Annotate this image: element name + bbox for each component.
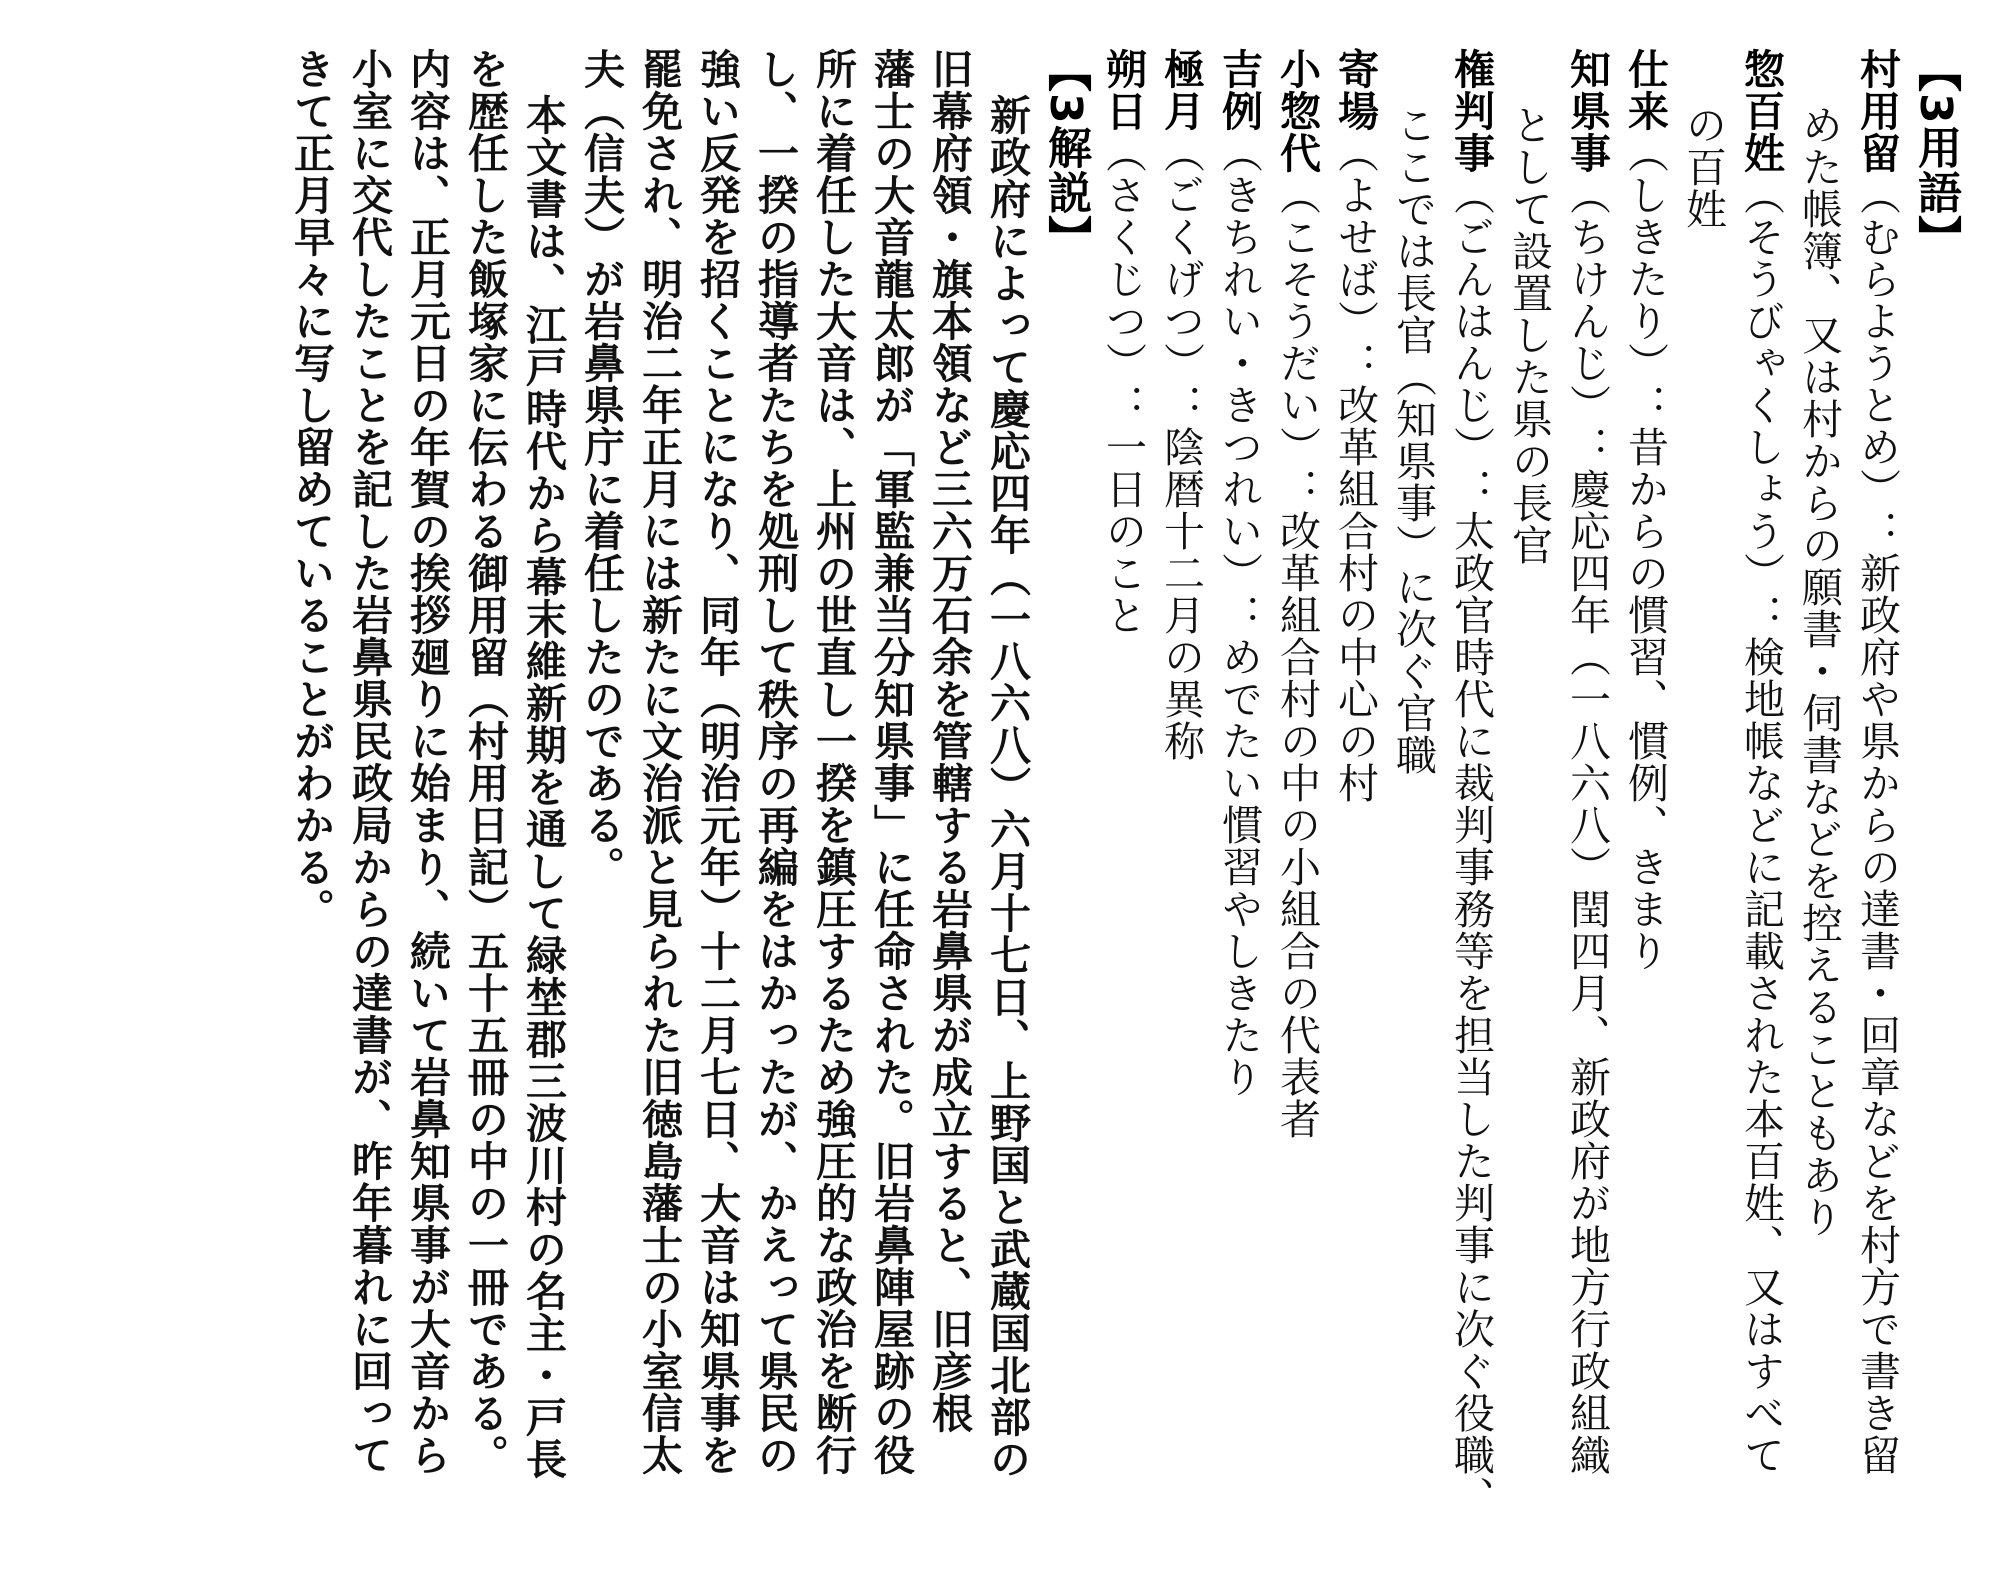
- term-word: 仕来: [1621, 48, 1669, 132]
- term-entry: [1442, 48, 1500, 1548]
- paragraph-line: きて正月早々に写し留めていることがわかる。: [287, 48, 335, 930]
- paragraph-line: 内容は、正月元日の年賀の挨拶廻りに始まり、続いて岩鼻知県事が大音から: [403, 48, 451, 1476]
- term-definition: （ごんはんじ）：太政官時代に裁判事務等を担当した判事に次ぐ役職、: [1447, 174, 1495, 1518]
- term-definition-continuation: ここでは長官（知県事）に次ぐ官職: [1389, 104, 1437, 776]
- term-entry: [1326, 48, 1384, 1548]
- term-definition: （しきたり）：昔からの慣習、慣例、きまり: [1621, 132, 1669, 972]
- term-word: 朔日: [1099, 48, 1147, 132]
- term-definition: （ごくげつ）：陰暦十二月の異称: [1157, 132, 1205, 762]
- term-entry: [1152, 48, 1210, 1548]
- term-word: 吉例: [1215, 48, 1263, 132]
- paragraph-line: 強い反発を招くことになり、同年（明治元年）十二月七日、大音は知県事を: [693, 48, 741, 1476]
- paragraph-line: 藩士の大音龍太郎が「軍監兼当分知県事」に任命された。旧岩鼻陣屋跡の役: [867, 48, 915, 1476]
- terms-heading: 【3用語】: [1910, 48, 1961, 260]
- term-entry: [1268, 48, 1326, 1548]
- term-entry: [1210, 48, 1268, 1548]
- term-entry: [1848, 48, 1906, 1548]
- paragraph-line: し、一揆の指導者たちを処刑して秩序の再編をはかったが、かえって県民の: [751, 48, 799, 1476]
- term-word: 村用留: [1853, 48, 1901, 174]
- term-definition-continuation: として設置した県の長官: [1505, 104, 1553, 566]
- term-definition: （ちけんじ）：慶応四年（一八六八）閏四月、新政府が地方行政組織: [1563, 174, 1611, 1476]
- term-word: 権判事: [1447, 48, 1495, 174]
- term-definition: （さくじつ）：一日のこと: [1099, 132, 1147, 636]
- paragraph-line: 本文書は、江戸時代から幕末維新期を通して緑埜郡三波川村の名主・戸長: [519, 94, 567, 1480]
- paragraph-line: 所に着任した大音は、上州の世直し一揆を鎮圧するため強圧的な政治を断行: [809, 48, 857, 1476]
- paragraph-line: を歴任した飯塚家に伝わる御用留（村用日記）五十五冊の中の一冊である。: [461, 48, 509, 1476]
- term-definition: （むらようとめ）：新政府や県からの達書・回章などを村方で書き留: [1853, 174, 1901, 1476]
- vertical-text-block: [282, 48, 1964, 1548]
- paragraph-line: 旧幕府領・旗本領など三六万石余を管轄する岩鼻県が成立すると、旧彦根: [925, 48, 973, 1434]
- term-entry: [1732, 48, 1790, 1548]
- term-definition: （よせば）：改革組合村の中心の村: [1331, 132, 1379, 804]
- term-word: 極月: [1157, 48, 1205, 132]
- term-entry: [1094, 48, 1152, 1548]
- paragraph-line: 夫（信夫）が岩鼻県庁に着任したのである。: [577, 48, 625, 888]
- term-definition: （そうびゃくしょう）：検地帳などに記載された本百姓、又はすべて: [1737, 174, 1785, 1476]
- term-definition: （こそうだい）：改革組合村の中の小組合の代表者: [1273, 174, 1321, 1140]
- paragraph-line: 罷免され、明治二年正月には新たに文治派と見られた旧徳島藩士の小室信太: [635, 48, 683, 1476]
- term-definition-continuation: めた帳簿、又は村からの願書・伺書などを控えることもあり: [1795, 104, 1843, 1238]
- term-definition: （きちれい・きつれい）：めでたい慣習やしきたり: [1215, 132, 1263, 1098]
- term-entry: [1616, 48, 1674, 1548]
- paragraph-line: 小室に交代したことを記した岩鼻県民政局からの達書が、昨年暮れに回って: [345, 48, 393, 1476]
- term-definition-continuation: の百姓: [1679, 104, 1727, 230]
- commentary-heading: 【3解説】: [1040, 48, 1091, 260]
- term-word: 惣百姓: [1737, 48, 1785, 174]
- paragraph-line: 新政府によって慶応四年（一八六八）六月十七日、上野国と武蔵国北部の: [983, 94, 1031, 1480]
- term-word: 知県事: [1563, 48, 1611, 174]
- term-entry: [1558, 48, 1616, 1548]
- term-word: 寄場: [1331, 48, 1379, 132]
- term-word: 小惣代: [1273, 48, 1321, 174]
